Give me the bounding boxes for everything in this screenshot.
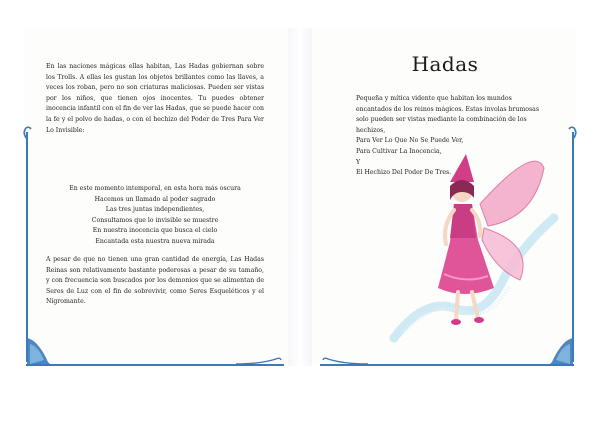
intro-line: hechizos,: [356, 126, 386, 134]
spell-line: Consultamos que lo invisible se muestre: [91, 216, 219, 224]
spell-line: Hacemos un llamado al poder sagrado: [94, 195, 216, 203]
page-title: Hadas: [411, 52, 479, 76]
intro-line: encantados de los reinos mágicos. Estas ínvolas brumosas: [356, 105, 540, 113]
left-frame-vertical: [26, 132, 28, 362]
intro-line: Para Cultivar La Inocencia,: [356, 147, 442, 155]
spell-line: En nuestra inocencia que busca el cielo: [92, 227, 218, 235]
left-top-curl-icon: [20, 126, 34, 140]
left-corner-ornament-icon: [18, 332, 52, 366]
intro-line: El Hechizo Del Poder De Tres.: [356, 169, 452, 177]
book-gutter: [288, 28, 312, 366]
spell-line: En este momento intemporal, en esta hora más oscura: [69, 185, 241, 192]
left-paragraph-2: A pesar de que no tienen una gran cantidad de energía, Las Hadas Reinas son relativamente bastante poderosas a pesar de su tamaño, y con frecuencia son buscados por los demonios que se alimentan de Seres de Luz con el fin de sobrevivir, como Seres Esqueléticos y el Nigromante.: [46, 256, 264, 306]
left-paragraph-1: En las naciones mágicas ellas habitan, Las Hadas gobiernan sobre los Trolls. A ellas les gustan los objetos brillantes como las llaves, a veces los roban, pero no son criaturas maliciosas. Pueden ser vistas por los niños, que tienen ojos inocentes. Tu puedes obtener inocencia infantil con el fin de ver las Hadas, que se puede hacer con la fe y el polvo de hadas, o con el hechizo del Poder de Tres Para Ver Lo Invisible:: [46, 63, 264, 134]
spell-line: Las tres juntas independientes,: [105, 206, 205, 214]
fairy-wing-upper: [480, 161, 544, 226]
intro-line: Pequeña y mítica vidente que habitan los mundos: [356, 95, 512, 102]
left-bottom-right-curl-icon: [236, 356, 282, 366]
spell-verse: [46, 184, 264, 248]
spell-line: Encantada esta nuestra nueva mirada: [95, 237, 215, 245]
intro-line: solo pueden ser vistas mediante la combinación de los: [356, 116, 527, 124]
right-bottom-left-curl-icon: [322, 356, 368, 366]
fairy-hat: [450, 154, 474, 182]
fairy-illustration: [384, 148, 560, 344]
intro-line: Y: [356, 158, 361, 166]
intro-line: Para Ver Lo Que No Se Puede Ver,: [356, 137, 464, 145]
